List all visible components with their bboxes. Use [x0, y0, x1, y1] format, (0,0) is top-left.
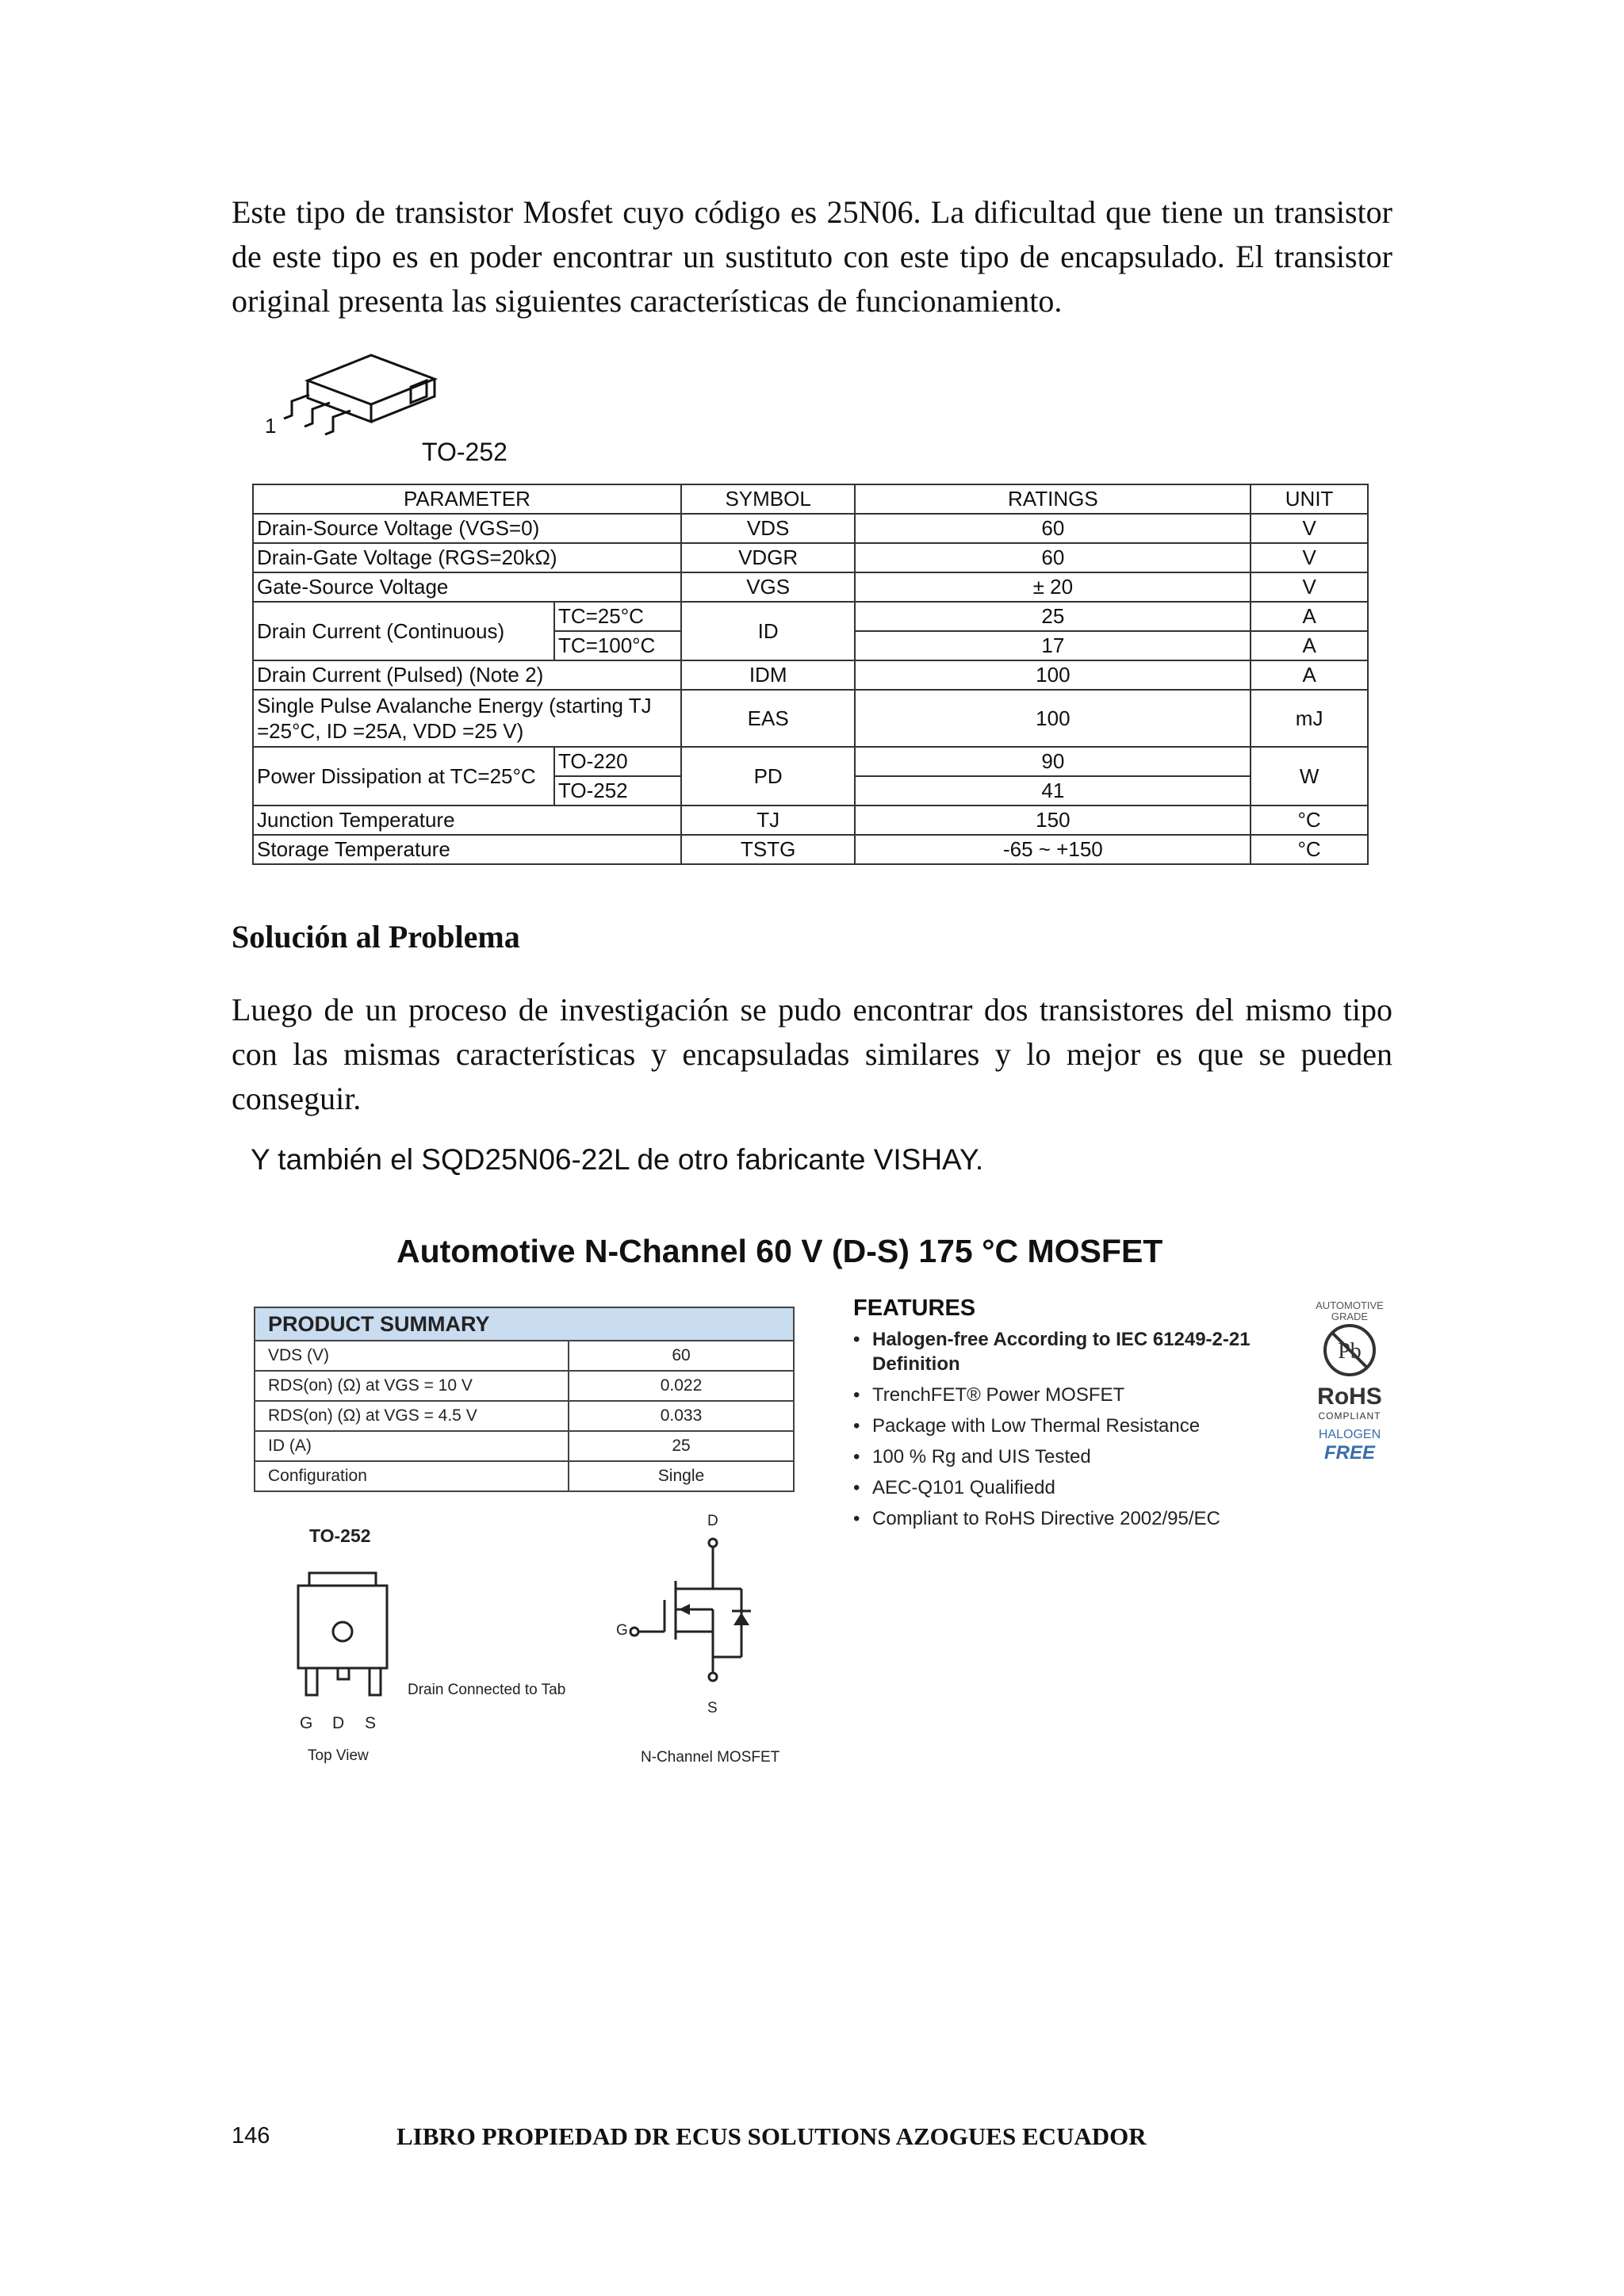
parameter-cell: Drain Current (Pulsed) (Note 2) — [253, 660, 681, 690]
package-body-outline — [298, 1586, 387, 1668]
unit-cell: V — [1251, 543, 1368, 572]
rating-cell: 100 — [855, 690, 1251, 747]
parameter-cell: Drain-Source Voltage (VGS=0) — [253, 514, 681, 543]
features-title: FEATURES — [853, 1295, 976, 1321]
rating-cell: 41 — [855, 776, 1251, 806]
parameter-cell: Single Pulse Avalanche Energy (starting TJ =25°C, ID =25A, VDD =25 V) — [253, 690, 681, 747]
pin-label-s: S — [365, 1714, 377, 1732]
solution-heading: Solución al Problema — [232, 919, 520, 955]
rating-cell: 90 — [855, 747, 1251, 776]
package-mounting-hole — [333, 1622, 352, 1641]
pin-label-g: G — [300, 1714, 313, 1732]
symbol-cell: IDM — [681, 660, 856, 690]
summary-header: PRODUCT SUMMARY — [255, 1307, 794, 1341]
unit-cell: V — [1251, 572, 1368, 602]
table-row — [253, 835, 1368, 864]
table-row — [253, 660, 1368, 690]
summary-value: 60 — [569, 1341, 794, 1371]
parameter-cell: Gate-Source Voltage — [253, 572, 681, 602]
summary-label: ID (A) — [255, 1431, 569, 1461]
diagram-package-label: TO-252 — [309, 1525, 371, 1546]
table-row — [253, 543, 1368, 572]
header-parameter: PARAMETER — [253, 484, 681, 514]
table-row — [253, 747, 1368, 776]
rating-cell: 60 — [855, 543, 1251, 572]
rating-cell: 25 — [855, 602, 1251, 631]
summary-value: 25 — [569, 1431, 794, 1461]
summary-value: Single — [569, 1461, 794, 1491]
list-item: • 100 % Rg and UIS Tested — [853, 1445, 1305, 1469]
pin-s-outline — [370, 1668, 381, 1695]
condition-cell: TC=100°C — [554, 631, 681, 660]
rohs-label: RoHS — [1317, 1383, 1382, 1410]
unit-cell: A — [1251, 602, 1368, 631]
symbol-gate-label: G — [616, 1622, 628, 1639]
intro-paragraph: Este tipo de transistor Mosfet cuyo código es 25N06. La dificultad que tiene un transistor de este tipo es en poder encontrar un sustituto con este tipo de encapsulado. El transistor original presenta las siguientes características de funcionamiento. — [232, 194, 1392, 319]
symbol-caption: N-Channel MOSFET — [641, 1749, 780, 1766]
compliance-badge — [1305, 1300, 1394, 1464]
unit-cell: °C — [1251, 806, 1368, 835]
list-item: • TrenchFET® Power MOSFET — [853, 1383, 1305, 1407]
symbol-cell: PD — [681, 747, 856, 806]
header-ratings: RATINGS — [855, 484, 1251, 514]
automotive-label: AUTOMOTIVE — [1316, 1299, 1384, 1311]
symbol-source-label: S — [707, 1700, 718, 1716]
table-row — [255, 1461, 794, 1491]
package-label: TO-252 — [422, 438, 508, 466]
table-row — [255, 1341, 794, 1371]
unit-cell: W — [1251, 747, 1368, 806]
symbol-cell: TSTG — [681, 835, 856, 864]
rating-cell: 150 — [855, 806, 1251, 835]
summary-label: RDS(on) (Ω) at VGS = 4.5 V — [255, 1401, 569, 1431]
gate-terminal — [630, 1628, 638, 1636]
package-tab-outline — [309, 1573, 376, 1586]
rating-cell: 100 — [855, 660, 1251, 690]
symbol-cell: VDS — [681, 514, 856, 543]
summary-label: VDS (V) — [255, 1341, 569, 1371]
unit-cell: A — [1251, 660, 1368, 690]
table-row — [253, 690, 1368, 747]
vishay-caption: Y también el SQD25N06-22L de otro fabricante VISHAY. — [251, 1143, 984, 1176]
halogen-label: HALOGEN — [1318, 1428, 1381, 1441]
summary-value: 0.022 — [569, 1371, 794, 1401]
unit-cell: °C — [1251, 835, 1368, 864]
table-row — [253, 572, 1368, 602]
list-item: • Halogen-free According to IEC 61249-2-21 Definition — [853, 1327, 1305, 1376]
pin-label-d: D — [332, 1714, 345, 1732]
table-row — [253, 806, 1368, 835]
grade-label: GRADE — [1331, 1311, 1369, 1322]
header-unit: UNIT — [1251, 484, 1368, 514]
unit-cell: A — [1251, 631, 1368, 660]
list-item: • Compliant to RoHS Directive 2002/95/EC — [853, 1506, 1305, 1531]
pin-g-outline — [306, 1668, 317, 1695]
symbol-cell: VDGR — [681, 543, 856, 572]
lead-free-icon — [1322, 1322, 1377, 1378]
list-item: • AEC-Q101 Qualifiedd — [853, 1475, 1305, 1500]
ratings-table — [252, 484, 1369, 865]
condition-cell: TO-220 — [554, 747, 681, 776]
rating-cell: ± 20 — [855, 572, 1251, 602]
unit-cell: V — [1251, 514, 1368, 543]
summary-label: Configuration — [255, 1461, 569, 1491]
free-label: FREE — [1323, 1442, 1375, 1464]
drain-note: Drain Connected to Tab — [408, 1682, 566, 1698]
body-diode-icon — [733, 1613, 749, 1625]
features-list — [853, 1327, 1305, 1537]
symbol-cell: TJ — [681, 806, 856, 835]
ratings-header-row — [253, 484, 1368, 514]
to252-package-icon — [260, 349, 442, 468]
parameter-cell: Power Dissipation at TC=25°C — [253, 747, 554, 806]
compliant-label: COMPLIANT — [1318, 1410, 1381, 1422]
footer-text: LIBRO PROPIEDAD DR ECUS SOLUTIONS AZOGUES ECUADOR — [396, 2122, 1147, 2150]
table-row — [253, 602, 1368, 631]
pin-d-outline — [338, 1668, 349, 1679]
product-summary-table — [254, 1307, 795, 1492]
source-terminal — [709, 1673, 717, 1681]
parameter-cell: Junction Temperature — [253, 806, 681, 835]
rating-cell: 17 — [855, 631, 1251, 660]
symbol-cell: ID — [681, 602, 856, 660]
package-and-symbol-diagram — [285, 1506, 801, 1776]
parameter-cell: Drain-Gate Voltage (RGS=20kΩ) — [253, 543, 681, 572]
datasheet-title: Automotive N-Channel 60 V (D-S) 175 °C MOSFET — [396, 1233, 1163, 1269]
parameter-cell: Storage Temperature — [253, 835, 681, 864]
symbol-drain-label: D — [707, 1513, 718, 1529]
rating-cell: 60 — [855, 514, 1251, 543]
list-item: • Package with Low Thermal Resistance — [853, 1414, 1305, 1438]
condition-cell: TC=25°C — [554, 602, 681, 631]
table-row — [255, 1371, 794, 1401]
summary-label: RDS(on) (Ω) at VGS = 10 V — [255, 1371, 569, 1401]
header-symbol: SYMBOL — [681, 484, 856, 514]
symbol-cell: VGS — [681, 572, 856, 602]
table-row — [255, 1401, 794, 1431]
condition-cell: TO-252 — [554, 776, 681, 806]
symbol-cell: EAS — [681, 690, 856, 747]
unit-cell: mJ — [1251, 690, 1368, 747]
drain-terminal — [709, 1539, 717, 1547]
summary-value: 0.033 — [569, 1401, 794, 1431]
pb-symbol: Pb — [1338, 1339, 1362, 1364]
table-row — [253, 514, 1368, 543]
rating-cell: -65 ~ +150 — [855, 835, 1251, 864]
table-row — [255, 1431, 794, 1461]
page-number: 146 — [232, 2123, 270, 2149]
parameter-cell: Drain Current (Continuous) — [253, 602, 554, 660]
pin-1-label: 1 — [265, 414, 277, 438]
channel-arrow-icon — [679, 1604, 690, 1615]
solution-paragraph: Luego de un proceso de investigación se pudo encontrar dos transistores del mismo tipo con las mismas características y encapsuladas similares y lo mejor es que se pueden conseguir. — [232, 992, 1392, 1116]
top-view-label: Top View — [308, 1747, 369, 1764]
